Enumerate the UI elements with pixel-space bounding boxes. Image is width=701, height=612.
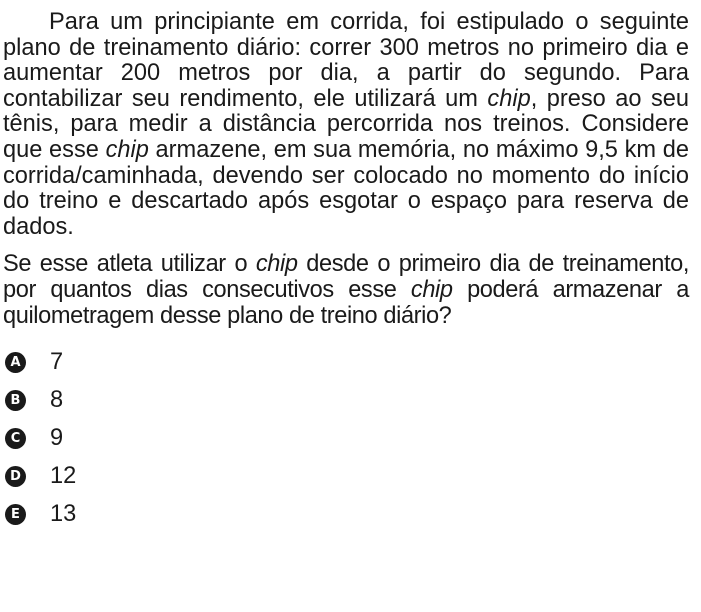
context-text-1: Para um principiante em corrida, foi estipulado o seguinte plano de treinamento diário: correr 300 metros no primeiro dia e aumentar 200 metros por dia, a partir do segundo. Para contabilizar seu rendimento, ele utilizará um	[3, 9, 689, 112]
prompt-text-1: Se esse atleta utilizar o	[3, 251, 256, 278]
option-e-text: 13	[50, 500, 77, 527]
option-b-letter-badge: B	[5, 390, 26, 411]
prompt-italic-chip-1: chip	[255, 251, 298, 278]
context-text-3: armazene, em sua memória, no máximo 9,5 km de corrida/caminhada, devendo ser colocado no momento do início do treino e descartado após esgotar o espaço para reserva de dados.	[3, 136, 689, 240]
option-c-letter-badge: C	[5, 428, 26, 449]
option-a[interactable]	[3, 343, 689, 381]
option-c[interactable]	[3, 419, 689, 457]
option-d[interactable]	[3, 457, 689, 495]
prompt-italic-chip-2: chip	[410, 276, 453, 303]
option-d-letter-badge: D	[5, 466, 26, 487]
prompt-text-3: poderá armazenar a quilometragem desse plano de treino diário?	[3, 276, 689, 329]
context-italic-chip-2: chip	[105, 136, 149, 163]
option-d-text: 12	[50, 462, 77, 489]
context-text-2: , preso ao seu tênis, para medir a distância percorrida nos treinos. Considere que esse	[3, 85, 689, 163]
option-b[interactable]	[3, 381, 689, 419]
option-e-letter-badge: E	[5, 504, 26, 525]
option-a-letter-badge: A	[5, 352, 26, 373]
option-e[interactable]	[3, 495, 689, 533]
question-context	[3, 10, 689, 240]
answer-options	[3, 343, 689, 533]
option-b-text: 8	[50, 386, 64, 413]
option-a-text: 7	[50, 348, 64, 375]
prompt-text-2: desde o primeiro dia de treinamento, por quantos dias consecutivos esse	[3, 251, 689, 303]
question-prompt	[3, 252, 689, 329]
context-italic-chip-1: chip	[487, 85, 531, 112]
option-c-text: 9	[50, 424, 64, 451]
